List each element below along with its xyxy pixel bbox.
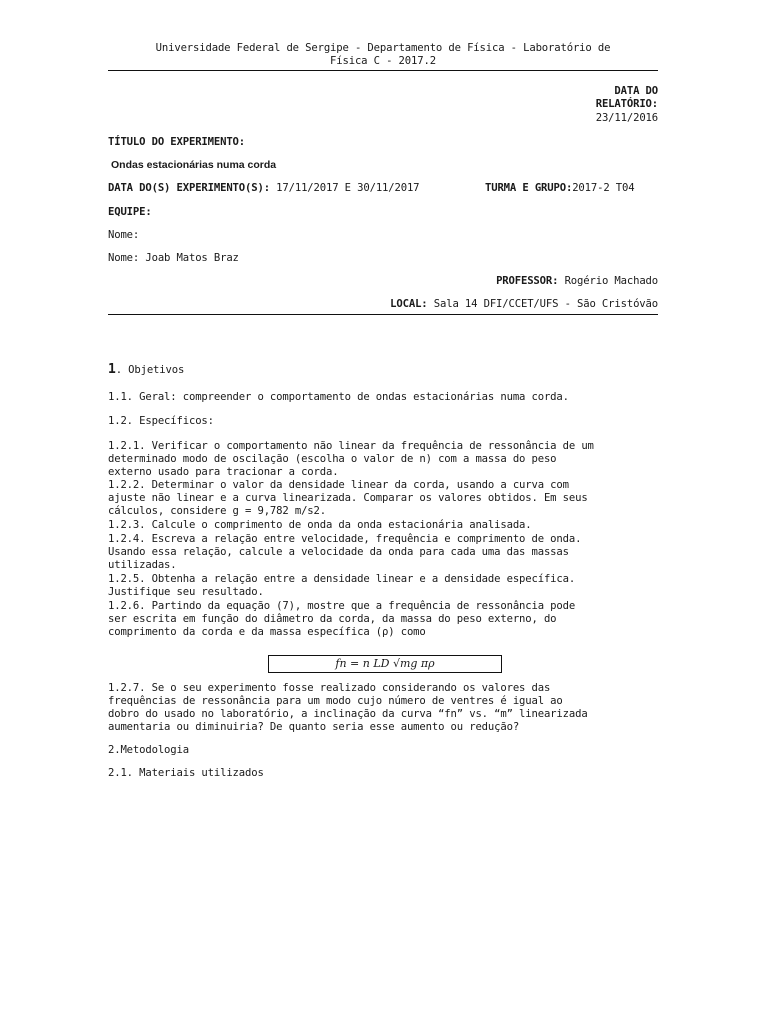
professor-value: Rogério Machado: [564, 275, 658, 287]
header-line-2: Física C - 2017.2: [330, 55, 436, 67]
formula-box: fn = n LD √mg πρ: [268, 655, 502, 673]
paragraph-1-2-6: 1.2.6. Partindo da equação (7), mostre que a frequência de ressonância pode ser escrita em função do diâmetro da corda, da massa do peso externo, do comprimento da corda e da massa específica (ρ) como: [108, 600, 576, 638]
section-1-number: 1: [108, 362, 116, 377]
experiment-title: Ondas estacionárias numa corda: [111, 159, 277, 171]
paragraph-1-2-2: 1.2.2. Determinar o valor da densidade linear da corda, usando a curva com ajuste não linear e a curva linearizada. Comparar os valores obtidos. Em seus cálculos, considere g = 9,782 m/s2.: [108, 479, 588, 517]
info-divider: [108, 314, 658, 315]
group-label: TURMA E GRUPO:: [485, 182, 573, 194]
professor-label: PROFESSOR:: [496, 275, 559, 287]
group-value: 2017-2 T04: [572, 182, 635, 194]
professor-row: [496, 275, 658, 288]
paragraph-1-2: 1.2. Específicos:: [108, 415, 214, 427]
paragraph-1-2-5: 1.2.5. Obtenha a relação entre a densidade linear e a densidade específica. Justifique seu resultado.: [108, 573, 576, 598]
section-2-heading: 2.Metodologia: [108, 744, 189, 756]
experiment-dates-value: 17/11/2017 E 30/11/2017: [276, 182, 420, 194]
document-header: [108, 42, 658, 68]
report-date-label-1: DATA DO: [614, 85, 658, 97]
paragraph-1-2-7: 1.2.7. Se o seu experimento fosse realizado considerando os valores das frequências de ressonância para um modo cujo número de ventres é igual ao dobro do usado no laboratório, a inclinação da curva “fn” vs. “m” linearizada aumentaria ou diminuiria? De quanto seria esse aumento ou redução?: [108, 682, 588, 733]
experiment-dates-row: [108, 182, 419, 195]
title-label: TÍTULO DO EXPERIMENTO:: [108, 136, 246, 148]
section-1-heading: [108, 363, 184, 377]
paragraph-2-1: 2.1. Materiais utilizados: [108, 767, 264, 779]
local-row: [390, 298, 658, 311]
local-value: Sala 14 DFI/CCET/UFS - São Cristóvão: [433, 298, 658, 310]
header-divider: [108, 70, 658, 71]
team-label: EQUIPE:: [108, 206, 152, 218]
report-date-value: 23/11/2016: [595, 112, 658, 124]
paragraph-1-2-1: 1.2.1. Verificar o comportamento não linear da frequência de ressonância de um determinado modo de oscilação (escolha o valor de n) com a massa do peso externo usado para tracionar a corda.: [108, 440, 594, 478]
report-date-label-2: RELATÓRIO:: [595, 98, 658, 110]
header-line-1: Universidade Federal de Sergipe - Departamento de Física - Laboratório de: [155, 42, 611, 54]
paragraph-1-1: 1.1. Geral: compreender o comportamento de ondas estacionárias numa corda.: [108, 391, 569, 403]
section-1-title: . Objetivos: [115, 364, 185, 376]
local-label: LOCAL:: [390, 298, 428, 310]
experiment-dates-label: DATA DO(S) EXPERIMENTO(S):: [108, 182, 270, 194]
group-row: [485, 182, 634, 195]
paragraph-1-2-3: 1.2.3. Calcule o comprimento de onda da onda estacionária analisada.: [108, 519, 532, 531]
paragraph-1-2-4: 1.2.4. Escreva a relação entre velocidade, frequência e comprimento de onda. Usando essa relação, calcule a velocidade da onda para cada uma das massas utilizadas.: [108, 533, 582, 571]
name-line-1: Nome:: [108, 229, 140, 241]
name-line-2: Nome: Joab Matos Braz: [108, 252, 239, 264]
